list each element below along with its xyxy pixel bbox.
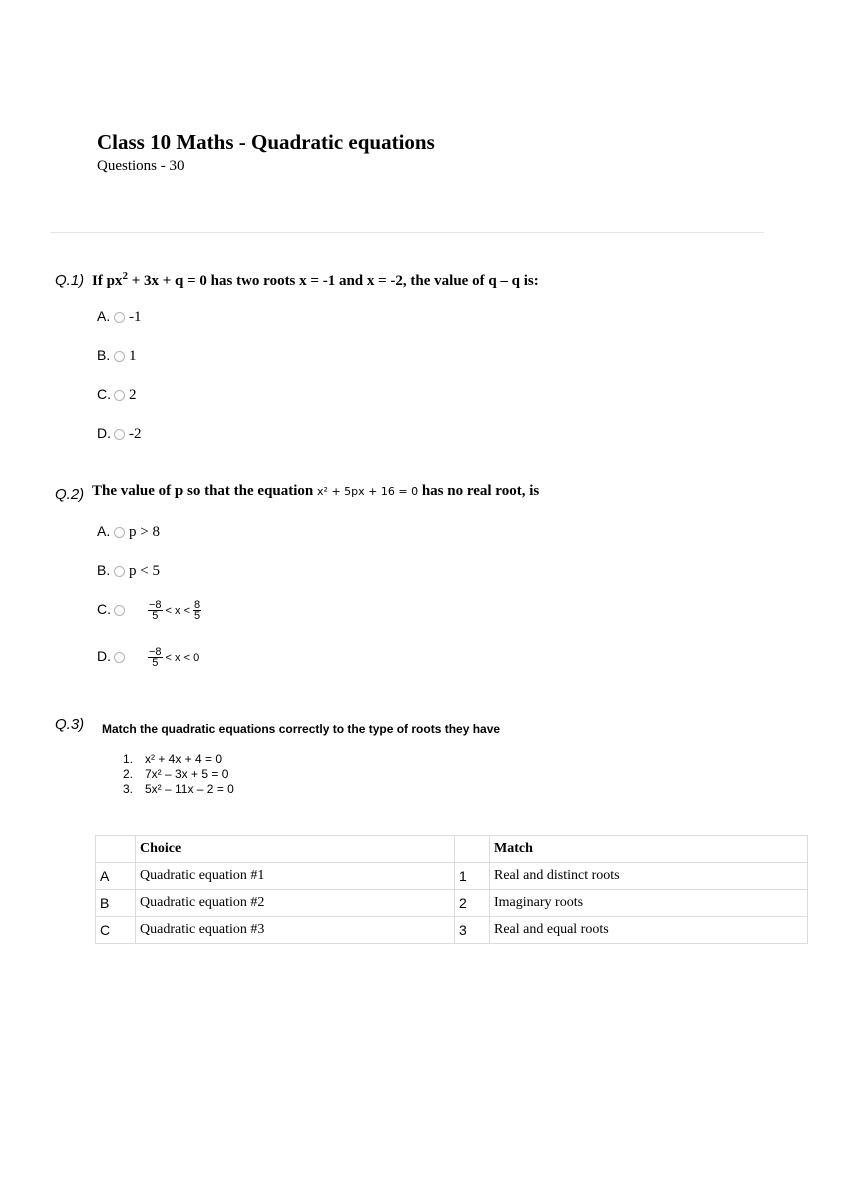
choice-header: Choice	[136, 836, 455, 863]
equation-list	[123, 752, 234, 797]
row-letter: C	[96, 917, 136, 944]
match-table	[95, 835, 808, 944]
table-cell	[96, 836, 136, 863]
option-letter: A.	[97, 308, 111, 324]
option-c[interactable]	[97, 598, 204, 620]
question-number: Q.3)	[55, 716, 85, 733]
option-letter: D.	[97, 648, 111, 664]
option-text: 1	[129, 348, 137, 364]
page-title: Class 10 Maths - Quadratic equations	[97, 130, 435, 154]
radio-button[interactable]	[114, 527, 125, 538]
fraction: $\frac{8}{5}$	[194, 599, 201, 622]
radio-button[interactable]	[114, 429, 125, 440]
choice-cell: Quadratic equation #2	[136, 890, 455, 917]
radio-button[interactable]	[114, 351, 125, 362]
choice-cell: Quadratic equation #3	[136, 917, 455, 944]
list-item: 2. 7x² – 3x + 5 = 0	[123, 767, 229, 781]
equation: x² + 5px + 16 = 0	[317, 485, 419, 498]
fraction: $\frac{-8}{5}$	[149, 599, 162, 622]
table-cell	[455, 836, 490, 863]
option-text: -2	[129, 426, 142, 442]
option-text: p < 5	[129, 563, 160, 579]
list-item: 1. x² + 4x + 4 = 0	[123, 752, 223, 766]
radio-button[interactable]	[114, 390, 125, 401]
option-letter: B.	[97, 562, 111, 578]
question-text: Match the quadratic equations correctly to the type of roots they have	[102, 722, 501, 736]
radio-button[interactable]	[114, 605, 125, 616]
match-cell: Real and distinct roots	[490, 863, 808, 890]
match-cell: Real and equal roots	[490, 917, 808, 944]
divider	[50, 232, 764, 233]
option-math: $\frac{-8}{5}$ < x < 0	[149, 646, 200, 669]
list-item: 3. 5x² – 11x – 2 = 0	[123, 782, 234, 796]
row-number: 3	[455, 917, 490, 944]
row-letter: A	[96, 863, 136, 890]
question-text: The value of p so that the equation x² + 5px + 16 = 0 has no real root, is	[92, 483, 540, 499]
option-text: -1	[129, 309, 142, 325]
option-b[interactable]	[97, 344, 137, 366]
option-letter: A.	[97, 523, 111, 539]
question-text: If $px^2 + 3x + q = 0$ has two roots x = -1 and x = -2, the value of q – q is:	[92, 270, 539, 289]
row-letter: B	[96, 890, 136, 917]
table-row	[96, 863, 808, 890]
option-letter: C.	[97, 601, 111, 617]
table-row	[96, 890, 808, 917]
option-a[interactable]	[97, 520, 160, 542]
question-count: Questions - 30	[97, 158, 185, 174]
question-number: Q.2)	[55, 486, 85, 503]
option-letter: D.	[97, 425, 111, 441]
option-c[interactable]	[97, 383, 137, 405]
option-text: p > 8	[129, 524, 160, 540]
row-number: 1	[455, 863, 490, 890]
option-d[interactable]	[97, 422, 142, 444]
choice-cell: Quadratic equation #1	[136, 863, 455, 890]
option-text: 2	[129, 387, 137, 403]
table-row	[96, 917, 808, 944]
fraction: $\frac{-8}{5}$	[149, 646, 162, 669]
row-number: 2	[455, 890, 490, 917]
match-header: Match	[490, 836, 808, 863]
radio-button[interactable]	[114, 652, 125, 663]
radio-button[interactable]	[114, 566, 125, 577]
question-number: Q.1)	[55, 272, 85, 289]
option-letter: B.	[97, 347, 111, 363]
option-d[interactable]	[97, 645, 199, 667]
option-a[interactable]	[97, 305, 142, 327]
table-header-row	[96, 836, 808, 863]
match-cell: Imaginary roots	[490, 890, 808, 917]
option-b[interactable]	[97, 559, 160, 581]
radio-button[interactable]	[114, 312, 125, 323]
option-letter: C.	[97, 386, 111, 402]
option-math: $\frac{-8}{5}$ < x < $\frac{8}{5}$	[149, 599, 201, 622]
